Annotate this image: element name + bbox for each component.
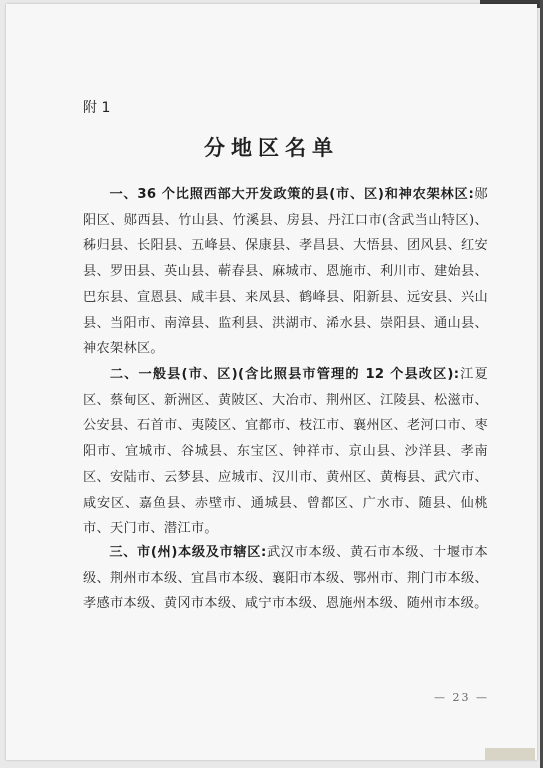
section-body: 郧阳区、郧西县、竹山县、竹溪县、房县、丹江口市(含武当山特区)、秭归县、长阳县、五峰县、保康县、孝昌县、大悟县、团风县、红安县、罗田县、英山县、蕲春县、麻城市、恩施市、利川市、建始县、巴东县、宣恩县、咸丰县、来凤县、鹤峰县、阳新县、远安县、兴山县、当阳市、南漳县、监利县、洪湖市、浠水县、崇阳县、通山县、神农架林区。 [83, 187, 488, 357]
page-title: 分地区名单 [204, 136, 339, 160]
section-body: 江夏区、蔡甸区、新洲区、黄陂区、大冶市、荆州区、江陵县、松滋市、公安县、石首市、夷陵区、宜都市、枝江市、襄州区、老河口市、枣阳市、宜城市、谷城县、东宝区、钟祥市、京山县、沙洋县、孝南区、安陆市、云梦县、应城市、汉川市、黄州区、黄梅县、武穴市、咸安区、嘉鱼县、赤壁市、通城县、曾都区、广水市、随县、仙桃市、天门市、潜江市。 [83, 367, 488, 537]
section-body: 武汉市本级、黄石市本级、十堰市本级、荆州市本级、宜昌市本级、襄阳市本级、鄂州市、荆门市本级、孝感市本级、黄冈市本级、咸宁市本级、恩施州本级、随州市本级。 [83, 545, 488, 612]
section-heading: 三、市(州)本级及市辖区: [109, 545, 267, 560]
section-city-level [83, 540, 488, 617]
section-general-counties [83, 362, 488, 542]
section-heading: 二、一般县(市、区)(含比照县市管理的 12 个县改区): [109, 367, 460, 382]
page-number: — 23 — [434, 691, 489, 704]
section-western-development [83, 182, 488, 362]
document-page [6, 4, 537, 760]
scan-watermark [485, 748, 535, 760]
attachment-label: 附 1 [83, 100, 111, 116]
section-heading: 一、36 个比照西部大开发政策的县(市、区)和神农架林区: [109, 187, 475, 202]
